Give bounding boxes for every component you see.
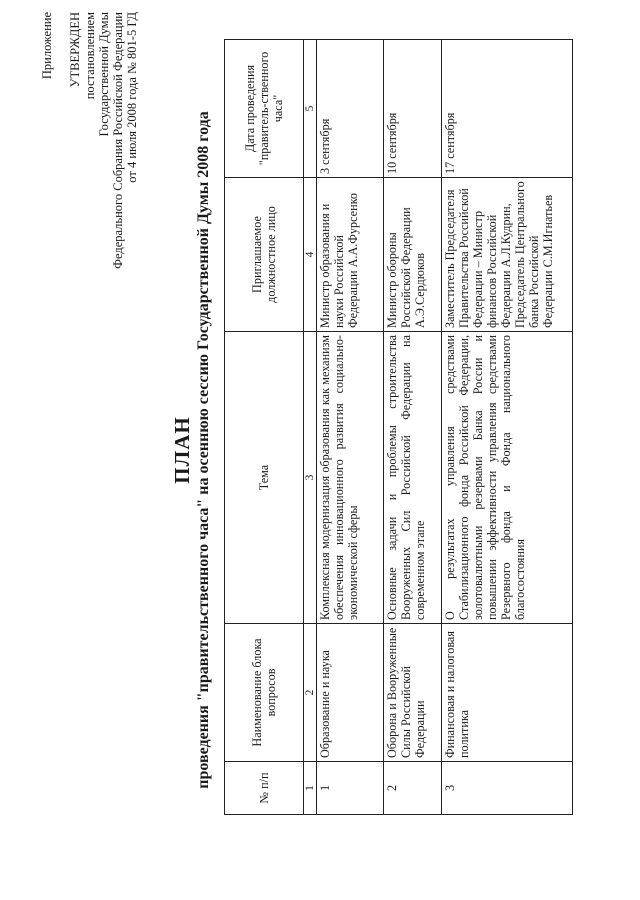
row-topic: О результатах управления средствами Стабилизационного фонда Российской Федерации, золотовалютными резервами Банка России и повышении эффективности управления средствами Резервного фонда и Фонда национального благосостояния [442, 332, 573, 624]
row-topic: Основные задачи и проблемы строительства Вооруженных Сил Российской Федерации на современном этапе [384, 332, 442, 624]
row-official: Министр образования и науки Российской Федерации А.А.Фурсенко [317, 178, 384, 332]
row-block: Образование и наука [317, 624, 384, 762]
page-title: ПЛАН [170, 416, 194, 484]
plan-table [224, 39, 573, 815]
approval-line-decree: постановлением [82, 12, 97, 100]
column-header-block: Наименование блока вопросов [225, 624, 304, 762]
row-date: 10 сентября [384, 40, 442, 178]
row-topic: Комплексная модернизация образования как механизм обеспечения инновационного развития социально-экономической сферы [317, 332, 384, 624]
column-number-row [304, 40, 317, 815]
column-number: 2 [304, 624, 317, 762]
approval-stamp [40, 12, 140, 372]
document-title [170, 0, 214, 900]
column-number: 3 [304, 332, 317, 624]
row-official: Заместитель Председателя Правительства Российской Федерации – Министр финансов Российской Федерации А.Л.Кудрин, Председатель Центрального банка Российской Федерации С.М.Игнатьев [442, 178, 573, 332]
column-number: 1 [304, 762, 317, 815]
column-number: 4 [304, 178, 317, 332]
row-block: Оборона и Вооруженные Силы Российской Федерации [384, 624, 442, 762]
approval-line-assembly: Федерального Собрания Российской Федерации [111, 12, 126, 269]
row-number: 1 [317, 762, 384, 815]
table-row [317, 40, 384, 815]
table-row [442, 40, 573, 815]
row-block: Финансовая и налоговая политика [442, 624, 573, 762]
column-number: 5 [304, 40, 317, 178]
row-number: 3 [442, 762, 573, 815]
table-row [384, 40, 442, 815]
column-header-official: Приглашаемое должностное лицо [225, 178, 304, 332]
row-date: 17 сентября [442, 40, 573, 178]
page-subtitle: проведения "правительственного часа" на осеннюю сессию Государственной Думы 2008 года [195, 111, 212, 789]
column-header-number: № п/п [225, 762, 304, 815]
row-number: 2 [384, 762, 442, 815]
appendix-label: Приложение [40, 12, 54, 80]
row-date: 3 сентября [317, 40, 384, 178]
table-header-row [225, 40, 304, 815]
approval-line-duma: Государственной Думы [96, 12, 111, 137]
column-header-topic: Тема [225, 332, 304, 624]
column-header-date: Дата проведения "правитель-ственного часа" [225, 40, 304, 178]
approval-line-date: от 4 июля 2008 года № 801-5 ГД [125, 12, 140, 183]
approved-label: УТВЕРЖДЕН [68, 12, 83, 88]
row-official: Министр обороны Российской Федерации А.Э.Сердюков [384, 178, 442, 332]
